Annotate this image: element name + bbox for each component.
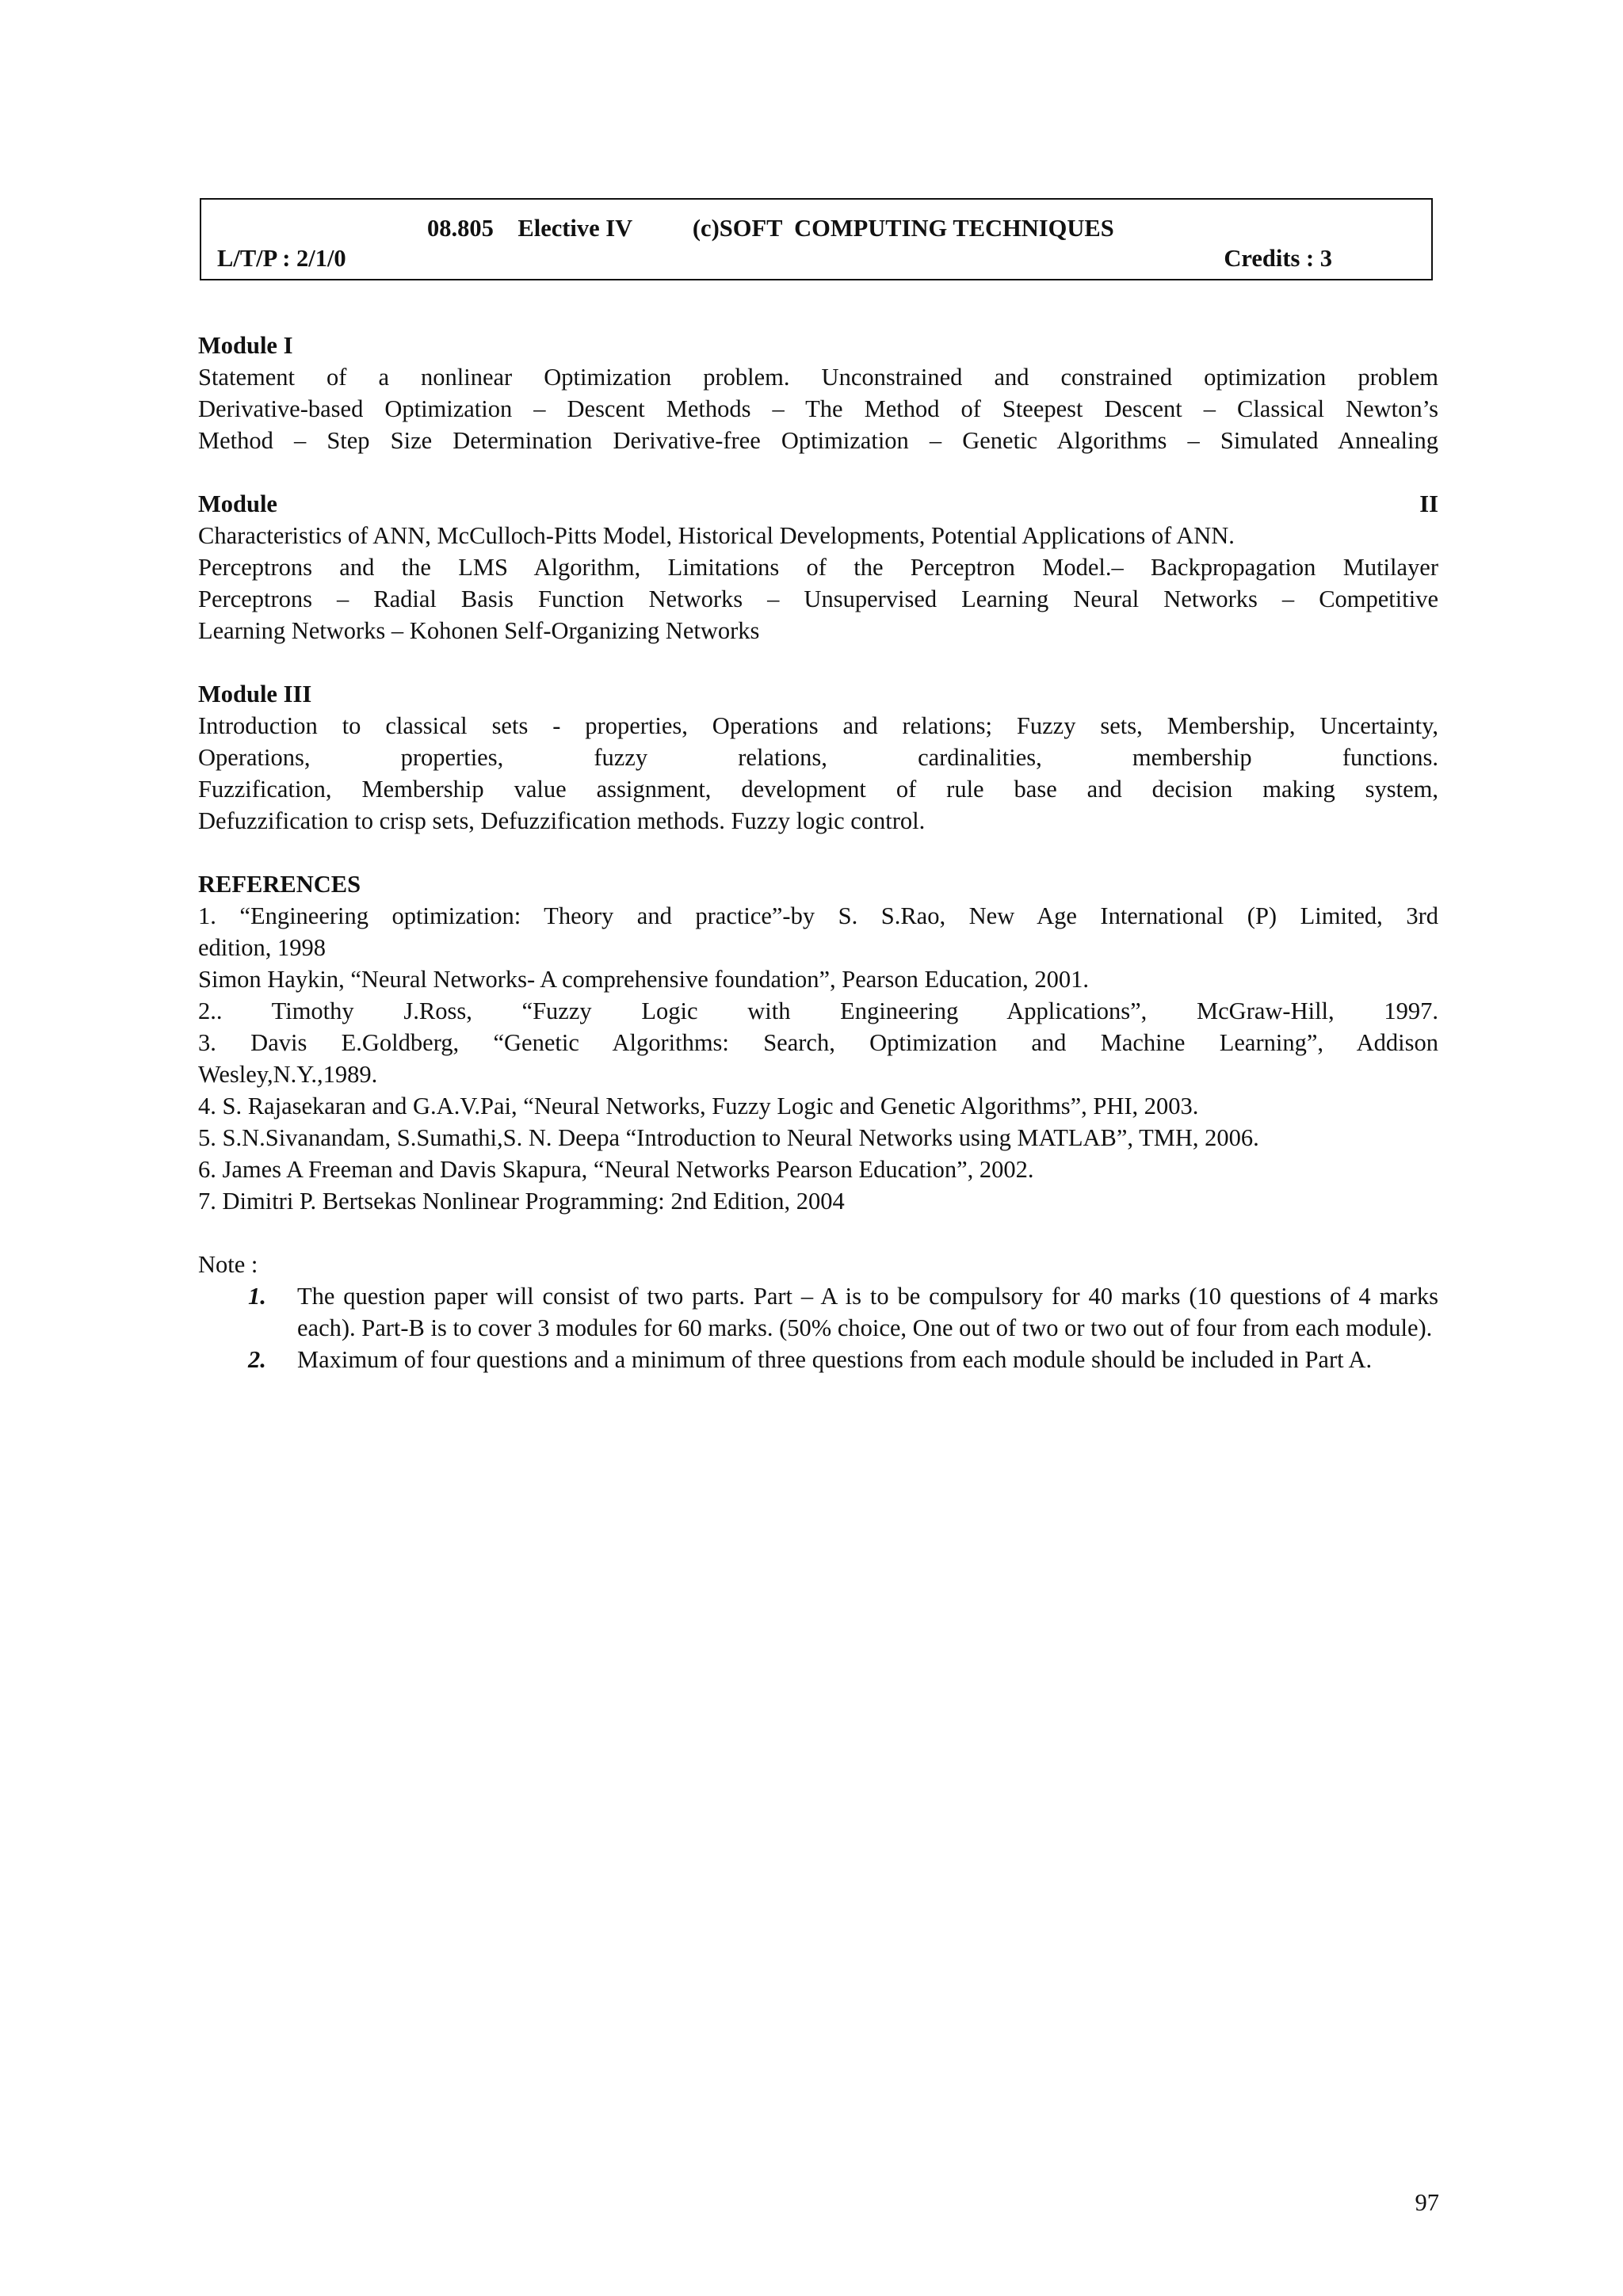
reference-item: 1. “Engineering optimization: Theory and practice”-by S. S.Rao, New Age International (P) Limited, 3rd xyxy=(198,902,1438,929)
references-heading: REFERENCES xyxy=(198,871,361,898)
module-3-heading: Module III xyxy=(198,681,312,707)
module-1-line: Derivative-based Optimization – Descent Methods – The Method of Steepest Descent – Classical Newton’s xyxy=(198,395,1438,422)
page-number: 97 xyxy=(1415,2189,1439,2216)
reference-item: 4. S. Rajasekaran and G.A.V.Pai, “Neural Networks, Fuzzy Logic and Genetic Algorithms”, PHI, 2003. xyxy=(198,1093,1199,1119)
module-1-line: Method – Step Size Determination Derivative-free Optimization – Genetic Algorithms – Simulated Annealing xyxy=(198,427,1438,454)
module-3-line: Operations, properties, fuzzy relations, cardinalities, membership functions. xyxy=(198,744,1438,771)
module-1-heading: Module I xyxy=(198,332,293,359)
module-3-section xyxy=(198,678,1438,837)
course-header-box xyxy=(200,198,1433,280)
reference-item: Wesley,N.Y.,1989. xyxy=(198,1061,378,1088)
reference-item: 3. Davis E.Goldberg, “Genetic Algorithms: Search, Optimization and Machine Learning”, Addison xyxy=(198,1029,1438,1056)
reference-item: edition, 1998 xyxy=(198,934,326,961)
reference-item: 5. S.N.Sivanandam, S.Sumathi,S. N. Deepa “Introduction to Neural Networks using MATLAB”, TMH, 2006. xyxy=(198,1124,1259,1151)
module-1-line: Statement of a nonlinear Optimization problem. Unconstrained and constrained optimization problem xyxy=(198,364,1438,391)
note-section xyxy=(198,1249,1438,1375)
module-2-heading xyxy=(198,488,1438,520)
module-2-section xyxy=(198,488,1438,646)
credits-label: Credits : 3 xyxy=(1224,245,1332,272)
note-text: Maximum of four questions and a minimum of three questions from each module should be included in Part A. xyxy=(297,1346,1373,1373)
module-3-line: Fuzzification, Membership value assignment, development of rule base and decision making system, xyxy=(198,776,1438,803)
reference-item: 7. Dimitri P. Bertsekas Nonlinear Programming: 2nd Edition, 2004 xyxy=(198,1188,845,1215)
module-2-line: Learning Networks – Kohonen Self-Organizing Networks xyxy=(198,617,760,644)
module-2-heading-right: II xyxy=(1419,490,1438,517)
reference-item: 6. James A Freeman and Davis Skapura, “Neural Networks Pearson Education”, 2002. xyxy=(198,1156,1034,1183)
note-item xyxy=(198,1344,1438,1375)
ltp-label: L/T/P : 2/1/0 xyxy=(217,245,346,272)
module-3-line: Introduction to classical sets - properties, Operations and relations; Fuzzy sets, Membership, Uncertainty, xyxy=(198,712,1438,739)
reference-item: Simon Haykin, “Neural Networks- A comprehensive foundation”, Pearson Education, 2001. xyxy=(198,966,1090,993)
note-text: The question paper will consist of two parts. Part – A is to be compulsory for 40 marks (10 questions of 4 marks each). Part-B is to cover 3 modules for 60 marks. (50% choice, One out of two or two out of four from each module). xyxy=(297,1283,1438,1341)
syllabus-content xyxy=(198,330,1438,1375)
module-2-heading-left: Module xyxy=(198,490,277,517)
note-item xyxy=(198,1280,1438,1344)
note-number: 2. xyxy=(248,1346,266,1373)
course-title: 08.805 Elective IV (c)SOFT COMPUTING TECHNIQUES xyxy=(427,215,1114,242)
module-1-section xyxy=(198,330,1438,456)
references-section xyxy=(198,868,1438,1217)
module-3-line: Defuzzification to crisp sets, Defuzzification methods. Fuzzy logic control. xyxy=(198,807,926,834)
reference-item: 2.. Timothy J.Ross, “Fuzzy Logic with Engineering Applications”, McGraw-Hill, 1997. xyxy=(198,997,1438,1024)
module-2-line: Perceptrons – Radial Basis Function Networks – Unsupervised Learning Neural Networks – Competitive xyxy=(198,585,1438,612)
note-list xyxy=(198,1280,1438,1375)
note-number: 1. xyxy=(248,1283,266,1310)
module-2-line: Characteristics of ANN, McCulloch-Pitts Model, Historical Developments, Potential Applications of ANN. xyxy=(198,522,1235,549)
note-label: Note : xyxy=(198,1251,258,1278)
module-2-line: Perceptrons and the LMS Algorithm, Limitations of the Perceptron Model.– Backpropagation Mutilayer xyxy=(198,554,1438,581)
